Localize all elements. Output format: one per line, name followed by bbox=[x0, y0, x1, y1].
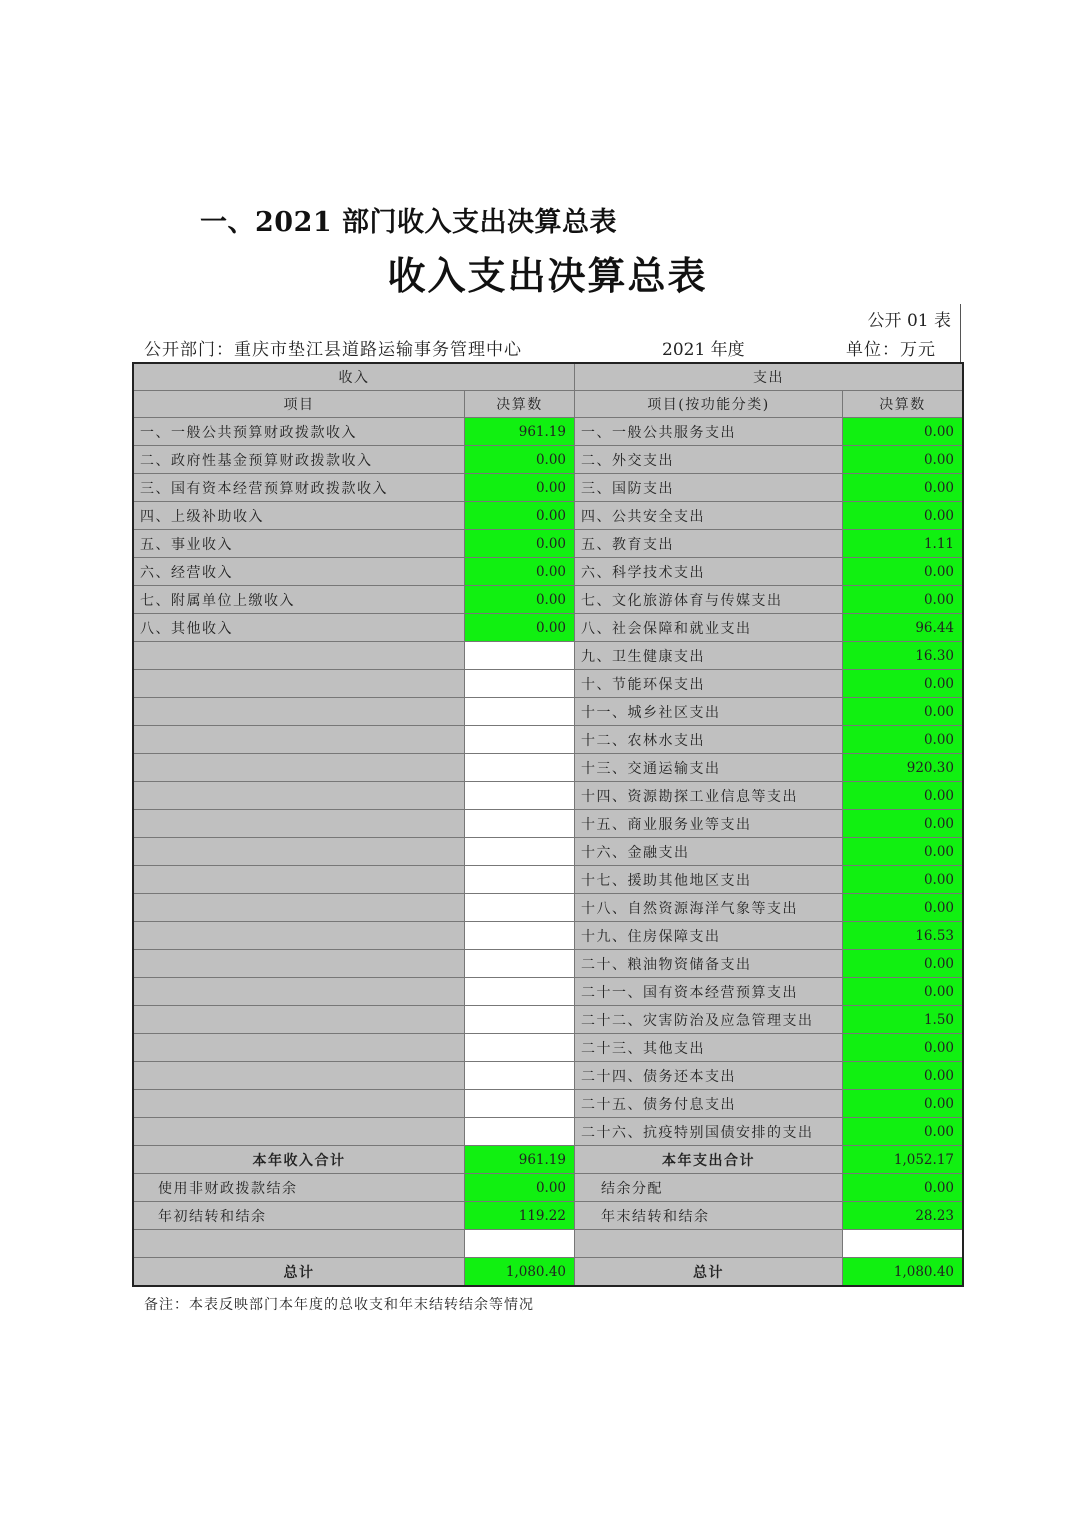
table-row bbox=[134, 446, 963, 474]
table-row bbox=[134, 642, 963, 670]
expense-value: 0.00 bbox=[843, 782, 963, 810]
grand-income-value: 1,080.40 bbox=[465, 1258, 575, 1286]
income-value bbox=[465, 698, 575, 726]
expense-item: 十五、商业服务业等支出 bbox=[575, 810, 843, 838]
income-value bbox=[465, 978, 575, 1006]
begin-balance-value: 119.22 bbox=[465, 1202, 575, 1230]
income-value: 0.00 bbox=[465, 586, 575, 614]
expense-item: 十一、城乡社区支出 bbox=[575, 698, 843, 726]
summary-row bbox=[134, 1174, 963, 1202]
table-row bbox=[134, 726, 963, 754]
income-item: 六、经营收入 bbox=[134, 558, 465, 586]
income-item bbox=[134, 810, 465, 838]
table-row bbox=[134, 950, 963, 978]
table-row bbox=[134, 1034, 963, 1062]
spacer-row bbox=[134, 1230, 963, 1258]
empty-cell bbox=[843, 1230, 963, 1258]
expense-value: 16.53 bbox=[843, 922, 963, 950]
expense-value: 0.00 bbox=[843, 670, 963, 698]
income-value bbox=[465, 950, 575, 978]
end-balance-label: 年末结转和结余 bbox=[575, 1202, 843, 1230]
table-row bbox=[134, 894, 963, 922]
income-item bbox=[134, 1062, 465, 1090]
surplus-dist-label: 结余分配 bbox=[575, 1174, 843, 1202]
income-value: 0.00 bbox=[465, 558, 575, 586]
expense-value: 0.00 bbox=[843, 810, 963, 838]
income-item bbox=[134, 670, 465, 698]
expense-item: 二十二、灾害防治及应急管理支出 bbox=[575, 1006, 843, 1034]
expense-value: 1.11 bbox=[843, 530, 963, 558]
empty-cell bbox=[575, 1230, 843, 1258]
empty-cell bbox=[134, 1230, 465, 1258]
income-value: 0.00 bbox=[465, 474, 575, 502]
expense-item: 十九、住房保障支出 bbox=[575, 922, 843, 950]
income-item: 五、事业收入 bbox=[134, 530, 465, 558]
table-row bbox=[134, 1006, 963, 1034]
income-value: 0.00 bbox=[465, 502, 575, 530]
expense-item: 六、科学技术支出 bbox=[575, 558, 843, 586]
income-value bbox=[465, 782, 575, 810]
income-item bbox=[134, 950, 465, 978]
income-value bbox=[465, 922, 575, 950]
non-fiscal-label: 使用非财政拨款结余 bbox=[134, 1174, 465, 1202]
expense-item: 十六、金融支出 bbox=[575, 838, 843, 866]
expense-item: 二十、粮油物资储备支出 bbox=[575, 950, 843, 978]
summary-row bbox=[134, 1202, 963, 1230]
header-divider bbox=[960, 304, 961, 364]
expense-value: 920.30 bbox=[843, 754, 963, 782]
income-item bbox=[134, 754, 465, 782]
income-value bbox=[465, 726, 575, 754]
income-item bbox=[134, 866, 465, 894]
income-item bbox=[134, 1034, 465, 1062]
table-row bbox=[134, 558, 963, 586]
surplus-dist-value: 0.00 bbox=[843, 1174, 963, 1202]
expense-value: 0.00 bbox=[843, 558, 963, 586]
expense-value: 0.00 bbox=[843, 866, 963, 894]
expense-value: 0.00 bbox=[843, 586, 963, 614]
income-value: 0.00 bbox=[465, 530, 575, 558]
table-row bbox=[134, 670, 963, 698]
income-item bbox=[134, 1118, 465, 1146]
table-row bbox=[134, 1062, 963, 1090]
expense-item: 八、社会保障和就业支出 bbox=[575, 614, 843, 642]
expense-value: 0.00 bbox=[843, 838, 963, 866]
table-row bbox=[134, 1090, 963, 1118]
table-row bbox=[134, 614, 963, 642]
income-item-header: 项目 bbox=[134, 391, 465, 418]
expense-item: 十四、资源勘探工业信息等支出 bbox=[575, 782, 843, 810]
expense-value: 0.00 bbox=[843, 1034, 963, 1062]
income-value: 961.19 bbox=[465, 418, 575, 446]
table-row bbox=[134, 922, 963, 950]
expense-item: 十、节能环保支出 bbox=[575, 670, 843, 698]
table-row bbox=[134, 530, 963, 558]
expense-item: 九、卫生健康支出 bbox=[575, 642, 843, 670]
income-item: 七、附属单位上缴收入 bbox=[134, 586, 465, 614]
expense-item: 十三、交通运输支出 bbox=[575, 754, 843, 782]
income-value bbox=[465, 1090, 575, 1118]
expense-value: 0.00 bbox=[843, 1118, 963, 1146]
table-row bbox=[134, 418, 963, 446]
income-item: 四、上级补助收入 bbox=[134, 502, 465, 530]
section-title: 一、2021 部门收入支出决算总表 bbox=[200, 207, 618, 238]
expense-value: 0.00 bbox=[843, 894, 963, 922]
income-total-value: 961.19 bbox=[465, 1146, 575, 1174]
expense-item: 七、文化旅游体育与传媒支出 bbox=[575, 586, 843, 614]
income-item bbox=[134, 782, 465, 810]
table-row bbox=[134, 978, 963, 1006]
table-row bbox=[134, 502, 963, 530]
expense-item-header: 项目(按功能分类) bbox=[575, 391, 843, 418]
expense-value: 0.00 bbox=[843, 1062, 963, 1090]
fiscal-year: 2021 年度 bbox=[662, 340, 745, 360]
expense-value: 1.50 bbox=[843, 1006, 963, 1034]
expense-value: 0.00 bbox=[843, 698, 963, 726]
income-value: 0.00 bbox=[465, 614, 575, 642]
income-value bbox=[465, 1034, 575, 1062]
form-number: 公开 01 表 bbox=[867, 311, 951, 331]
table-row bbox=[134, 782, 963, 810]
expense-item: 二十六、抗疫特别国债安排的支出 bbox=[575, 1118, 843, 1146]
income-value bbox=[465, 754, 575, 782]
table-row bbox=[134, 866, 963, 894]
income-value bbox=[465, 838, 575, 866]
expense-value: 0.00 bbox=[843, 446, 963, 474]
table-row bbox=[134, 754, 963, 782]
expense-total-label: 本年支出合计 bbox=[575, 1146, 843, 1174]
table-row bbox=[134, 810, 963, 838]
income-item bbox=[134, 1006, 465, 1034]
income-value bbox=[465, 894, 575, 922]
non-fiscal-value: 0.00 bbox=[465, 1174, 575, 1202]
table-row bbox=[134, 698, 963, 726]
expense-value: 0.00 bbox=[843, 418, 963, 446]
income-value bbox=[465, 1062, 575, 1090]
table-row bbox=[134, 474, 963, 502]
expense-value: 0.00 bbox=[843, 726, 963, 754]
income-item: 一、一般公共预算财政拨款收入 bbox=[134, 418, 465, 446]
expense-item: 十八、自然资源海洋气象等支出 bbox=[575, 894, 843, 922]
grand-expense-value: 1,080.40 bbox=[843, 1258, 963, 1286]
department-label: 公开部门：重庆市垫江县道路运输事务管理中心 bbox=[144, 340, 522, 360]
grand-expense-label: 总计 bbox=[575, 1258, 843, 1286]
income-item bbox=[134, 726, 465, 754]
header-row-columns bbox=[134, 391, 963, 418]
income-item bbox=[134, 642, 465, 670]
end-balance-value: 28.23 bbox=[843, 1202, 963, 1230]
income-header: 收入 bbox=[134, 364, 575, 391]
income-item bbox=[134, 1090, 465, 1118]
expense-item: 三、国防支出 bbox=[575, 474, 843, 502]
expense-value: 0.00 bbox=[843, 502, 963, 530]
income-item bbox=[134, 978, 465, 1006]
income-total-label: 本年收入合计 bbox=[134, 1146, 465, 1174]
expense-item: 十二、农林水支出 bbox=[575, 726, 843, 754]
income-item bbox=[134, 922, 465, 950]
income-item: 八、其他收入 bbox=[134, 614, 465, 642]
expense-total-value: 1,052.17 bbox=[843, 1146, 963, 1174]
income-value bbox=[465, 866, 575, 894]
table-row bbox=[134, 1118, 963, 1146]
income-item bbox=[134, 698, 465, 726]
expense-value: 0.00 bbox=[843, 950, 963, 978]
grand-total-row bbox=[134, 1258, 963, 1286]
expense-item: 十七、援助其他地区支出 bbox=[575, 866, 843, 894]
expense-value: 0.00 bbox=[843, 474, 963, 502]
income-item: 三、国有资本经营预算财政拨款收入 bbox=[134, 474, 465, 502]
income-value bbox=[465, 1118, 575, 1146]
income-value: 0.00 bbox=[465, 446, 575, 474]
grand-income-label: 总计 bbox=[134, 1258, 465, 1286]
expense-item: 一、一般公共服务支出 bbox=[575, 418, 843, 446]
table-row bbox=[134, 838, 963, 866]
budget-table bbox=[133, 363, 963, 1286]
income-value bbox=[465, 642, 575, 670]
page-title: 收入支出决算总表 bbox=[387, 253, 708, 298]
expense-value: 96.44 bbox=[843, 614, 963, 642]
expense-item: 五、教育支出 bbox=[575, 530, 843, 558]
empty-cell bbox=[465, 1230, 575, 1258]
begin-balance-label: 年初结转和结余 bbox=[134, 1202, 465, 1230]
income-item: 二、政府性基金预算财政拨款收入 bbox=[134, 446, 465, 474]
expense-item: 二、外交支出 bbox=[575, 446, 843, 474]
expense-value: 0.00 bbox=[843, 978, 963, 1006]
expense-value: 16.30 bbox=[843, 642, 963, 670]
expense-item: 二十三、其他支出 bbox=[575, 1034, 843, 1062]
expense-item: 二十一、国有资本经营预算支出 bbox=[575, 978, 843, 1006]
income-amount-header: 决算数 bbox=[465, 391, 575, 418]
expense-amount-header: 决算数 bbox=[843, 391, 963, 418]
income-value bbox=[465, 810, 575, 838]
expense-value: 0.00 bbox=[843, 1090, 963, 1118]
expense-item: 二十四、债务还本支出 bbox=[575, 1062, 843, 1090]
income-value bbox=[465, 1006, 575, 1034]
header-row-group bbox=[134, 364, 963, 391]
income-item bbox=[134, 894, 465, 922]
expense-item: 二十五、债务付息支出 bbox=[575, 1090, 843, 1118]
income-value bbox=[465, 670, 575, 698]
income-item bbox=[134, 838, 465, 866]
expense-item: 四、公共安全支出 bbox=[575, 502, 843, 530]
total-row bbox=[134, 1146, 963, 1174]
expense-header: 支出 bbox=[575, 364, 963, 391]
table-row bbox=[134, 586, 963, 614]
currency-unit: 单位：万元 bbox=[846, 340, 936, 360]
footnote: 备注：本表反映部门本年度的总收支和年末结转结余等情况 bbox=[144, 1297, 534, 1313]
